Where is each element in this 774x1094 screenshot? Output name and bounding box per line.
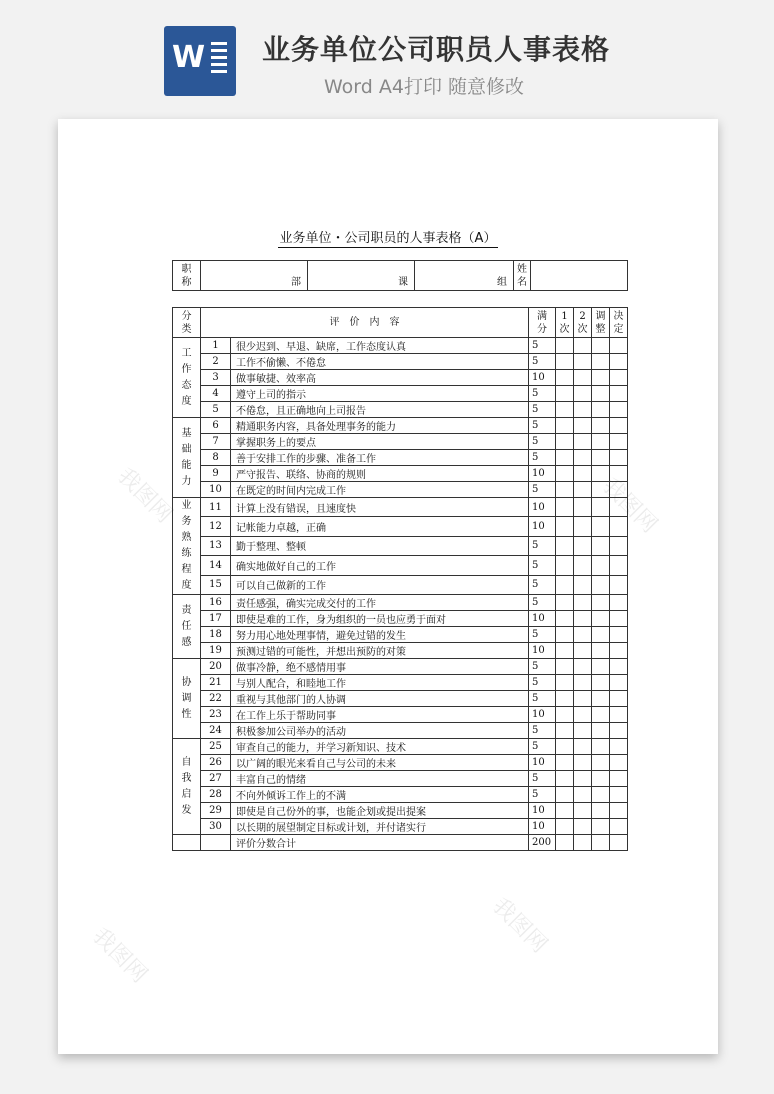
second-score-cell[interactable] [574, 338, 592, 354]
category-cell: 协 调 性 [173, 659, 201, 739]
item-number: 4 [201, 386, 231, 402]
item-number: 30 [201, 819, 231, 835]
decision-cell[interactable] [610, 771, 628, 787]
adjust-cell[interactable] [592, 643, 610, 659]
item-content: 责任感强，确实完成交付的工作 [231, 595, 529, 611]
total-row [173, 835, 628, 851]
first-score-cell[interactable] [556, 611, 574, 627]
item-full-score: 5 [529, 434, 556, 450]
decision-cell[interactable] [610, 755, 628, 771]
table-row [173, 819, 628, 835]
total-decision-cell[interactable] [610, 835, 628, 851]
table-row [173, 611, 628, 627]
first-score-cell[interactable] [556, 595, 574, 611]
item-full-score: 5 [529, 739, 556, 755]
second-score-cell[interactable] [574, 723, 592, 739]
table-row [173, 643, 628, 659]
second-score-cell[interactable] [574, 675, 592, 691]
decision-cell[interactable] [610, 675, 628, 691]
item-number: 18 [201, 627, 231, 643]
item-number: 3 [201, 370, 231, 386]
category-cell: 基 础 能 力 [173, 418, 201, 498]
item-full-score: 5 [529, 575, 556, 594]
item-full-score: 5 [529, 402, 556, 418]
item-full-score: 10 [529, 803, 556, 819]
item-content: 确实地做好自己的工作 [231, 556, 529, 575]
item-full-score: 5 [529, 338, 556, 354]
item-full-score: 5 [529, 787, 556, 803]
decision-cell[interactable] [610, 659, 628, 675]
second-score-cell[interactable] [574, 370, 592, 386]
first-score-cell[interactable] [556, 691, 574, 707]
table-row [173, 803, 628, 819]
decision-cell[interactable] [610, 370, 628, 386]
item-content: 做事敏捷、效率高 [231, 370, 529, 386]
table-row [173, 482, 628, 498]
item-content: 以广阔的眼光来看自己与公司的未来 [231, 755, 529, 771]
decision-cell[interactable] [610, 498, 628, 517]
table-row [173, 536, 628, 555]
item-full-score: 5 [529, 595, 556, 611]
item-content: 善于安排工作的步骤、准备工作 [231, 450, 529, 466]
item-content: 很少迟到、早退、缺席，工作态度认真 [231, 338, 529, 354]
decision-cell[interactable] [610, 739, 628, 755]
table-row [173, 755, 628, 771]
adjust-cell[interactable] [592, 675, 610, 691]
decision-cell[interactable] [610, 595, 628, 611]
item-content: 遵守上司的指示 [231, 386, 529, 402]
item-full-score: 5 [529, 659, 556, 675]
second-score-cell[interactable] [574, 611, 592, 627]
second-score-cell[interactable] [574, 691, 592, 707]
item-full-score: 5 [529, 450, 556, 466]
employee-info-table [172, 260, 628, 291]
table-row [173, 450, 628, 466]
adjust-cell[interactable] [592, 819, 610, 835]
item-content: 审查自己的能力，并学习新知识、技术 [231, 739, 529, 755]
item-number: 17 [201, 611, 231, 627]
table-row [173, 739, 628, 755]
second-score-cell[interactable] [574, 556, 592, 575]
first-score-cell[interactable] [556, 498, 574, 517]
first-score-cell[interactable] [556, 723, 574, 739]
second-score-cell[interactable] [574, 517, 592, 536]
decision-cell[interactable] [610, 434, 628, 450]
table-row [173, 354, 628, 370]
position-label: 职 称 [173, 261, 201, 291]
table-row [173, 787, 628, 803]
adjust-cell[interactable] [592, 803, 610, 819]
adjust-cell[interactable] [592, 482, 610, 498]
second-score-cell[interactable] [574, 575, 592, 594]
second-score-cell[interactable] [574, 803, 592, 819]
adjust-cell[interactable] [592, 595, 610, 611]
adjust-cell[interactable] [592, 707, 610, 723]
group-field[interactable]: 组 [415, 261, 514, 291]
decision-cell[interactable] [610, 643, 628, 659]
total-blank-cell [173, 835, 201, 851]
adjust-cell[interactable] [592, 575, 610, 594]
item-content: 在既定的时间内完成工作 [231, 482, 529, 498]
item-number: 22 [201, 691, 231, 707]
adjust-cell[interactable] [592, 466, 610, 482]
header-decision: 决 定 [610, 308, 628, 338]
first-score-cell[interactable] [556, 386, 574, 402]
table-row [173, 723, 628, 739]
item-full-score: 10 [529, 498, 556, 517]
item-number: 14 [201, 556, 231, 575]
first-score-cell[interactable] [556, 536, 574, 555]
second-score-cell[interactable] [574, 659, 592, 675]
item-content: 积极参加公司举办的活动 [231, 723, 529, 739]
adjust-cell[interactable] [592, 611, 610, 627]
item-full-score: 10 [529, 611, 556, 627]
item-content: 做事冷静，绝不感情用事 [231, 659, 529, 675]
table-row [173, 466, 628, 482]
item-full-score: 5 [529, 354, 556, 370]
item-number: 23 [201, 707, 231, 723]
table-row [173, 707, 628, 723]
first-score-cell[interactable] [556, 466, 574, 482]
item-full-score: 10 [529, 819, 556, 835]
table-row [173, 434, 628, 450]
word-icon-letter: W [172, 40, 206, 75]
decision-cell[interactable] [610, 627, 628, 643]
second-score-cell[interactable] [574, 354, 592, 370]
header-content: 评 价 内 容 [201, 308, 529, 338]
adjust-cell[interactable] [592, 771, 610, 787]
decision-cell[interactable] [610, 482, 628, 498]
adjust-cell[interactable] [592, 517, 610, 536]
decision-cell[interactable] [610, 819, 628, 835]
table-row [173, 595, 628, 611]
item-content: 工作不偷懒、不倦怠 [231, 354, 529, 370]
decision-cell[interactable] [610, 707, 628, 723]
decision-cell[interactable] [610, 575, 628, 594]
item-number: 2 [201, 354, 231, 370]
second-score-cell[interactable] [574, 819, 592, 835]
first-score-cell[interactable] [556, 627, 574, 643]
item-full-score: 5 [529, 482, 556, 498]
decision-cell[interactable] [610, 517, 628, 536]
item-content: 可以自己做新的工作 [231, 575, 529, 594]
item-number: 29 [201, 803, 231, 819]
decision-cell[interactable] [610, 723, 628, 739]
first-score-cell[interactable] [556, 659, 574, 675]
decision-cell[interactable] [610, 691, 628, 707]
second-score-cell[interactable] [574, 498, 592, 517]
header-title: 业务单位公司职员人事表格 [262, 33, 611, 66]
decision-cell[interactable] [610, 418, 628, 434]
category-cell: 业 务 熟 练 程 度 [173, 498, 201, 595]
item-content: 严守报告、联络、协商的规则 [231, 466, 529, 482]
section-field[interactable]: 课 [308, 261, 415, 291]
item-number: 7 [201, 434, 231, 450]
document-page [58, 119, 718, 1054]
watermark: 我图网 [487, 893, 552, 959]
item-content: 计算上没有错误，且速度快 [231, 498, 529, 517]
first-score-cell[interactable] [556, 755, 574, 771]
decision-cell[interactable] [610, 536, 628, 555]
total-second-cell[interactable] [574, 835, 592, 851]
item-content: 重视与其他部门的人协调 [231, 691, 529, 707]
item-content: 勤于整理、整顿 [231, 536, 529, 555]
item-number: 20 [201, 659, 231, 675]
total-first-cell[interactable] [556, 835, 574, 851]
item-full-score: 5 [529, 556, 556, 575]
first-score-cell[interactable] [556, 482, 574, 498]
item-number: 26 [201, 755, 231, 771]
item-content: 预测过错的可能性，并想出预防的对策 [231, 643, 529, 659]
item-full-score: 10 [529, 755, 556, 771]
first-score-cell[interactable] [556, 643, 574, 659]
table-row [173, 498, 628, 517]
table-row [173, 771, 628, 787]
header-second: 2 次 [574, 308, 592, 338]
first-score-cell[interactable] [556, 803, 574, 819]
first-score-cell[interactable] [556, 338, 574, 354]
first-score-cell[interactable] [556, 575, 574, 594]
adjust-cell[interactable] [592, 498, 610, 517]
adjust-cell[interactable] [592, 627, 610, 643]
document-title: 业务单位・公司职员的人事表格（A） [279, 231, 497, 246]
first-score-cell[interactable] [556, 787, 574, 803]
adjust-cell[interactable] [592, 755, 610, 771]
category-cell: 工 作 态 度 [173, 338, 201, 418]
table-row [173, 418, 628, 434]
total-blank-cell [201, 835, 231, 851]
item-full-score: 10 [529, 707, 556, 723]
first-score-cell[interactable] [556, 771, 574, 787]
adjust-cell[interactable] [592, 354, 610, 370]
header-subtitle: Word A4打印 随意修改 [324, 76, 525, 98]
watermark: 我图网 [87, 923, 152, 989]
item-number: 12 [201, 517, 231, 536]
item-number: 13 [201, 536, 231, 555]
adjust-cell[interactable] [592, 386, 610, 402]
second-score-cell[interactable] [574, 418, 592, 434]
page-header [0, 0, 774, 110]
department-field[interactable]: 部 [201, 261, 308, 291]
item-full-score: 5 [529, 691, 556, 707]
first-score-cell[interactable] [556, 675, 574, 691]
item-number: 24 [201, 723, 231, 739]
second-score-cell[interactable] [574, 536, 592, 555]
item-content: 即使是自己份外的事，也能企划或提出提案 [231, 803, 529, 819]
total-label: 评价分数合计 [231, 835, 529, 851]
decision-cell[interactable] [610, 354, 628, 370]
item-number: 9 [201, 466, 231, 482]
item-number: 19 [201, 643, 231, 659]
adjust-cell[interactable] [592, 723, 610, 739]
second-score-cell[interactable] [574, 482, 592, 498]
item-full-score: 5 [529, 675, 556, 691]
watermark: 我图网 [112, 463, 177, 529]
item-number: 1 [201, 338, 231, 354]
item-content: 努力用心地处理事情，避免过错的发生 [231, 627, 529, 643]
item-full-score: 10 [529, 370, 556, 386]
decision-cell[interactable] [610, 450, 628, 466]
second-score-cell[interactable] [574, 402, 592, 418]
first-score-cell[interactable] [556, 517, 574, 536]
category-cell: 责 任 感 [173, 595, 201, 659]
total-score: 200 [529, 835, 556, 851]
second-score-cell[interactable] [574, 450, 592, 466]
item-number: 10 [201, 482, 231, 498]
item-full-score: 5 [529, 771, 556, 787]
item-full-score: 5 [529, 723, 556, 739]
table-row [173, 675, 628, 691]
header-full-score: 满 分 [529, 308, 556, 338]
adjust-cell[interactable] [592, 402, 610, 418]
name-label: 姓 名 [514, 261, 531, 291]
category-cell: 自 我 启 发 [173, 739, 201, 835]
item-content: 丰富自己的情绪 [231, 771, 529, 787]
second-score-cell[interactable] [574, 755, 592, 771]
table-row [173, 691, 628, 707]
adjust-cell[interactable] [592, 418, 610, 434]
item-content: 以长期的展望制定目标或计划，并付诸实行 [231, 819, 529, 835]
header-adjust: 调 整 [592, 308, 610, 338]
item-content: 即使是难的工作，身为组织的一员也应勇于面对 [231, 611, 529, 627]
item-content: 不向外倾诉工作上的不满 [231, 787, 529, 803]
first-score-cell[interactable] [556, 819, 574, 835]
second-score-cell[interactable] [574, 739, 592, 755]
item-number: 27 [201, 771, 231, 787]
first-score-cell[interactable] [556, 370, 574, 386]
header-category: 分 类 [173, 308, 201, 338]
item-number: 11 [201, 498, 231, 517]
item-number: 16 [201, 595, 231, 611]
item-number: 25 [201, 739, 231, 755]
second-score-cell[interactable] [574, 643, 592, 659]
item-content: 记帐能力卓越，正确 [231, 517, 529, 536]
second-score-cell[interactable] [574, 787, 592, 803]
item-full-score: 10 [529, 466, 556, 482]
item-content: 不倦怠，且正确地向上司报告 [231, 402, 529, 418]
first-score-cell[interactable] [556, 402, 574, 418]
item-content: 在工作上乐于帮助同事 [231, 707, 529, 723]
evaluation-table [172, 307, 628, 851]
adjust-cell[interactable] [592, 556, 610, 575]
first-score-cell[interactable] [556, 354, 574, 370]
second-score-cell[interactable] [574, 386, 592, 402]
table-header-row [173, 308, 628, 338]
table-row [173, 627, 628, 643]
adjust-cell[interactable] [592, 536, 610, 555]
table-row [173, 338, 628, 354]
first-score-cell[interactable] [556, 450, 574, 466]
decision-cell[interactable] [610, 611, 628, 627]
adjust-cell[interactable] [592, 434, 610, 450]
adjust-cell[interactable] [592, 450, 610, 466]
item-number: 5 [201, 402, 231, 418]
table-row [173, 370, 628, 386]
first-score-cell[interactable] [556, 707, 574, 723]
word-icon-lines [211, 42, 227, 77]
item-number: 15 [201, 575, 231, 594]
word-icon [164, 26, 236, 96]
item-full-score: 10 [529, 517, 556, 536]
adjust-cell[interactable] [592, 739, 610, 755]
table-row [173, 659, 628, 675]
table-row [173, 386, 628, 402]
name-field[interactable] [531, 261, 628, 291]
first-score-cell[interactable] [556, 434, 574, 450]
item-number: 21 [201, 675, 231, 691]
first-score-cell[interactable] [556, 418, 574, 434]
adjust-cell[interactable] [592, 787, 610, 803]
item-content: 与别人配合，和睦地工作 [231, 675, 529, 691]
second-score-cell[interactable] [574, 707, 592, 723]
watermark: 我图网 [597, 473, 662, 539]
decision-cell[interactable] [610, 787, 628, 803]
decision-cell[interactable] [610, 556, 628, 575]
item-full-score: 5 [529, 418, 556, 434]
table-row [173, 575, 628, 594]
item-full-score: 5 [529, 536, 556, 555]
second-score-cell[interactable] [574, 771, 592, 787]
adjust-cell[interactable] [592, 338, 610, 354]
adjust-cell[interactable] [592, 370, 610, 386]
decision-cell[interactable] [610, 402, 628, 418]
first-score-cell[interactable] [556, 739, 574, 755]
item-number: 6 [201, 418, 231, 434]
decision-cell[interactable] [610, 386, 628, 402]
first-score-cell[interactable] [556, 556, 574, 575]
second-score-cell[interactable] [574, 627, 592, 643]
table-row [173, 556, 628, 575]
item-number: 28 [201, 787, 231, 803]
second-score-cell[interactable] [574, 595, 592, 611]
table-row [173, 402, 628, 418]
decision-cell[interactable] [610, 803, 628, 819]
item-full-score: 5 [529, 627, 556, 643]
item-content: 掌握职务上的要点 [231, 434, 529, 450]
second-score-cell[interactable] [574, 466, 592, 482]
item-full-score: 5 [529, 386, 556, 402]
decision-cell[interactable] [610, 466, 628, 482]
item-full-score: 10 [529, 643, 556, 659]
item-number: 8 [201, 450, 231, 466]
decision-cell[interactable] [610, 338, 628, 354]
table-row [173, 517, 628, 536]
header-first: 1 次 [556, 308, 574, 338]
adjust-cell[interactable] [592, 659, 610, 675]
second-score-cell[interactable] [574, 434, 592, 450]
total-adjust-cell[interactable] [592, 835, 610, 851]
item-content: 精通职务内容，具备处理事务的能力 [231, 418, 529, 434]
adjust-cell[interactable] [592, 691, 610, 707]
